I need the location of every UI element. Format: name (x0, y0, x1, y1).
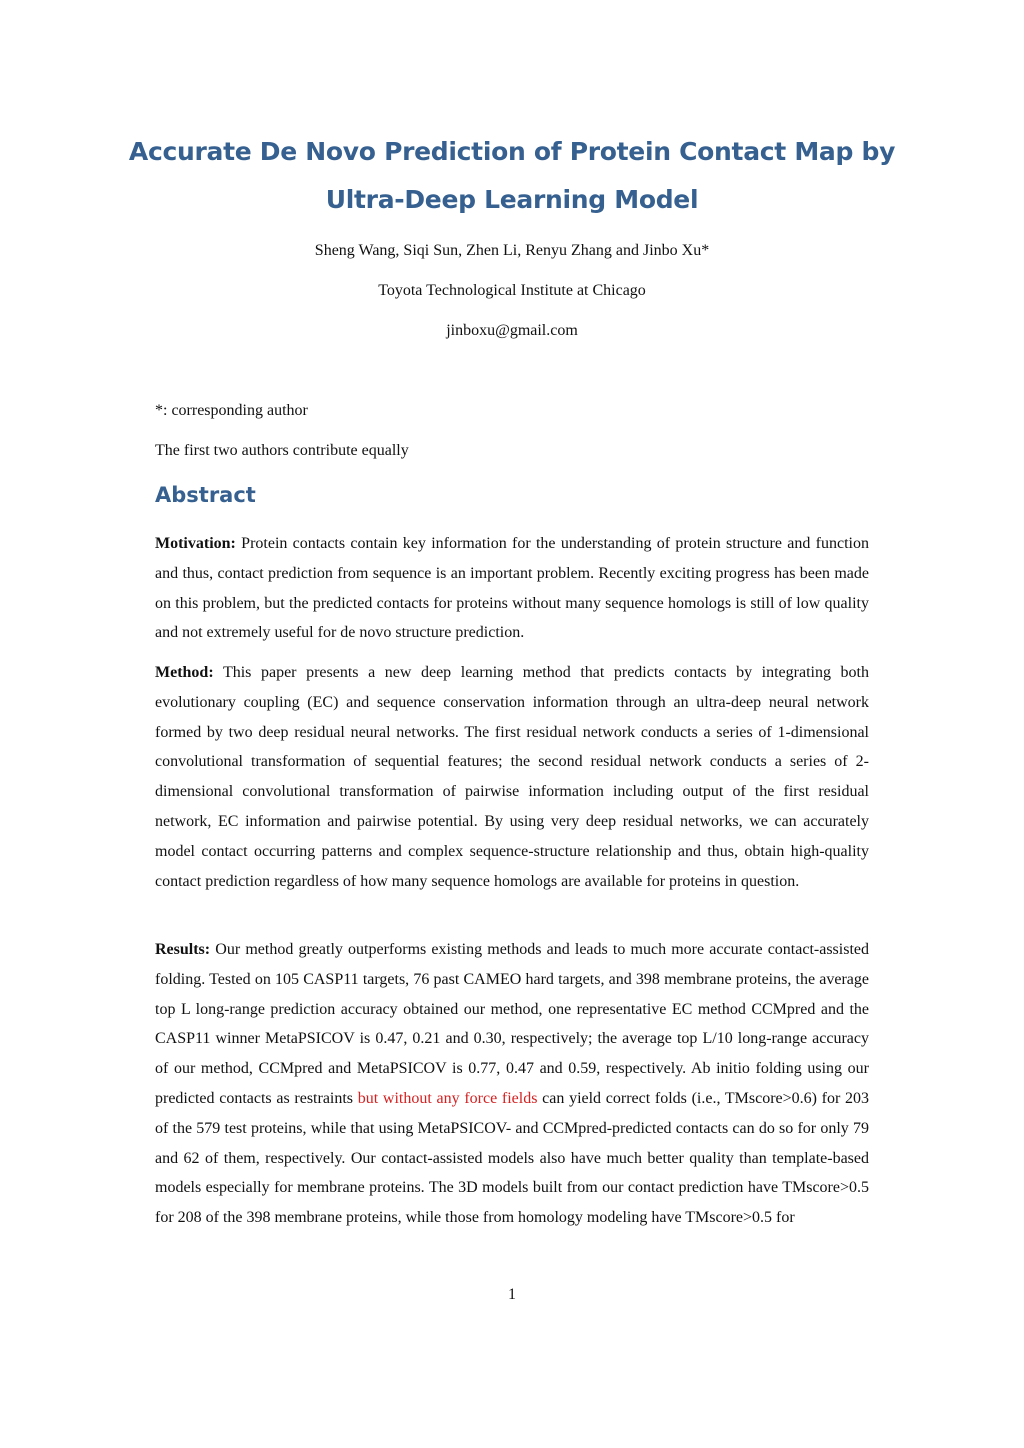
paper-title-line-2: Ultra-Deep Learning Model (325, 185, 699, 214)
author-list: Sheng Wang, Siqi Sun, Zhen Li, Renyu Zhang and Jinbo Xu* (314, 242, 710, 259)
paper-title (120, 128, 904, 224)
method-paragraph (155, 658, 869, 896)
page-number: 1 (508, 1286, 516, 1303)
method-text: This paper presents a new deep learning method that predicts contacts by integrating both evolutionary coupling (EC) and sequence conservation information through an ultra-deep neural network formed by two deep residual neural networks. The first residual network conducts a series of 1-dimensional convolutional transformation of sequential features; the second residual network conducts a series of 2-dimensional convolutional transformation of pairwise information including output of the first residual network, EC information and pairwise potential. By using very deep residual networks, we can accurately model contact occurring patterns and complex sequence-structure relationship and thus, obtain high-quality contact prediction regardless of how many sequence homologs are available for proteins in question. (155, 664, 869, 890)
results-text-before: Our method greatly outperforms existing methods and leads to much more accurate contact-assisted folding. Tested on 105 CASP11 targets, 76 past CAMEO hard targets, and 398 membrane proteins, the average top L long-range prediction accuracy obtained our method, one representative EC method CCMpred and the CASP11 winner MetaPSICOV is 0.47, 0.21 and 0.30, respectively; the average top L/10 long-range accuracy of our method, CCMpred and MetaPSICOV is 0.77, 0.47 and 0.59, respectively. Ab initio folding using our predicted contacts as restraints (155, 941, 870, 1107)
results-paragraph (155, 935, 869, 1233)
corresponding-author-note: *: corresponding author (155, 402, 308, 419)
motivation-paragraph (155, 529, 869, 648)
contact-email: jinboxu@gmail.com (446, 322, 578, 339)
paper-title-line-1: Accurate De Novo Prediction of Protein Contact Map by (128, 137, 896, 166)
results-label: Results: (155, 941, 211, 958)
method-label: Method: (155, 664, 214, 681)
abstract-heading: Abstract (155, 483, 256, 507)
results-highlight: but without any force fields (357, 1089, 538, 1107)
affiliation: Toyota Technological Institute at Chicago (378, 282, 646, 299)
motivation-label: Motivation: (155, 535, 236, 552)
results-text-after: can yield correct folds (i.e., TMscore>0.6) for 203 of the 579 test proteins, while that using MetaPSICOV- and CCMpred-predicted contacts can do so for only 79 and 62 of them, respectively. Our contact-assisted models also have much better quality than template-based models especially for membrane proteins. The 3D models built from our contact prediction have TMscore>0.5 for 208 of the 398 membrane proteins, while those from homology modeling have TMscore>0.5 for (155, 1089, 870, 1227)
motivation-text: Protein contacts contain key information for the understanding of protein structure and function and thus, contact prediction from sequence is an important problem. Recently exciting progress has been made on this problem, but the predicted contacts for proteins without many sequence homologs is still of low quality and not extremely useful for de novo structure prediction. (155, 535, 869, 642)
equal-contribution-note: The first two authors contribute equally (155, 442, 409, 459)
